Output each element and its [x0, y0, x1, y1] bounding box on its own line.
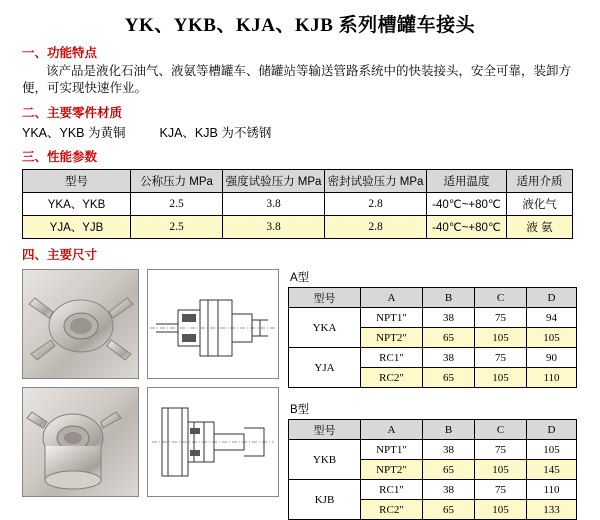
- type-label-a: A型: [290, 272, 310, 284]
- dimB-r0-b: 38: [423, 440, 475, 460]
- dimA-model-0: YKA: [289, 308, 361, 348]
- dimension-block-b: [288, 401, 578, 520]
- perf-r1-c1: 2.5: [131, 216, 223, 239]
- dimA-r3-a: RC2": [361, 368, 423, 388]
- dimB-r1-a: NPT2": [361, 460, 423, 480]
- dimB-model-1: KJB: [289, 480, 361, 520]
- dimB-col-3: C: [475, 420, 527, 440]
- perf-r1-c3: 2.8: [325, 216, 427, 239]
- dimA-r2-b: 38: [423, 348, 475, 368]
- perf-r1-c0: YJA、YJB: [23, 216, 131, 239]
- table-header-row: [289, 288, 577, 308]
- dimA-r1-c: 105: [475, 328, 527, 348]
- dimA-r1-d: 105: [527, 328, 577, 348]
- photo-b: [22, 387, 139, 497]
- dimB-r1-c: 105: [475, 460, 527, 480]
- photo-a: [22, 269, 139, 379]
- dimA-r0-b: 38: [423, 308, 475, 328]
- dimA-r0-a: NPT1": [361, 308, 423, 328]
- features-text: 该产品是液化石油气、液氨等槽罐车、储罐站等输送管路系统中的快装接头，安全可靠，装卸方便，可实现快速作业。: [22, 64, 572, 95]
- material-left: YKA、YKB 为黄铜: [22, 126, 126, 140]
- dimension-table-a: [288, 287, 577, 388]
- dimA-r2-a: RC1": [361, 348, 423, 368]
- dimA-r3-b: 65: [423, 368, 475, 388]
- perf-col-3: 密封试验压力 MPa: [325, 170, 427, 193]
- page-title: YK、YKB、KJA、KJB 系列槽罐车接头: [124, 15, 476, 36]
- dimA-r2-d: 90: [527, 348, 577, 368]
- dimB-col-2: B: [423, 420, 475, 440]
- dimA-r2-c: 75: [475, 348, 527, 368]
- section-heading-performance: 三、性能参数: [22, 150, 98, 164]
- section-heading-features: 一、功能特点: [22, 46, 98, 60]
- perf-r0-c0: YKA、YKB: [23, 193, 131, 216]
- table-row: [289, 348, 577, 368]
- table-row: [289, 308, 577, 328]
- performance-table: [22, 169, 573, 239]
- perf-r1-c4: -40℃~+80℃: [427, 216, 507, 239]
- perf-r0-c2: 3.8: [223, 193, 325, 216]
- dimB-r2-c: 75: [475, 480, 527, 500]
- dimB-r0-a: NPT1": [361, 440, 423, 460]
- dimension-tables: [288, 269, 578, 520]
- dimB-r3-a: RC2": [361, 500, 423, 520]
- dimA-col-1: A: [361, 288, 423, 308]
- table-row: [23, 193, 573, 216]
- perf-r0-c4: -40℃~+80℃: [427, 193, 507, 216]
- material-right: KJA、KJB 为不锈钢: [159, 126, 272, 140]
- perf-r0-c3: 2.8: [325, 193, 427, 216]
- dimA-r1-b: 65: [423, 328, 475, 348]
- dimB-r2-a: RC1": [361, 480, 423, 500]
- perf-r0-c5: 液化气: [507, 193, 573, 216]
- table-header-row: [23, 170, 573, 193]
- dimA-model-1: YJA: [289, 348, 361, 388]
- dimB-r3-b: 65: [423, 500, 475, 520]
- section-heading-material: 二、主要零件材质: [22, 106, 123, 120]
- dimA-r3-c: 105: [475, 368, 527, 388]
- performance-table-wrap: [22, 169, 600, 239]
- dimB-col-1: A: [361, 420, 423, 440]
- dimA-col-4: D: [527, 288, 577, 308]
- perf-col-0: 型号: [23, 170, 131, 193]
- table-row: [23, 216, 573, 239]
- perf-col-4: 适用温度: [427, 170, 507, 193]
- dimA-col-0: 型号: [289, 288, 361, 308]
- perf-r1-c5: 液 氨: [507, 216, 573, 239]
- dimB-r1-d: 145: [527, 460, 577, 480]
- dimB-r1-b: 65: [423, 460, 475, 480]
- dimB-col-4: D: [527, 420, 577, 440]
- dimB-r3-d: 133: [527, 500, 577, 520]
- perf-r1-c2: 3.8: [223, 216, 325, 239]
- dimension-table-b: [288, 419, 577, 520]
- perf-col-2: 强度试验压力 MPa: [223, 170, 325, 193]
- dimA-col-2: B: [423, 288, 475, 308]
- figure-column: [22, 269, 282, 497]
- perf-col-5: 适用介质: [507, 170, 573, 193]
- table-row: [289, 480, 577, 500]
- dimB-r3-c: 105: [475, 500, 527, 520]
- perf-col-1: 公称压力 MPa: [131, 170, 223, 193]
- material-line: [22, 123, 600, 141]
- drawing-b: [147, 387, 279, 497]
- figure-row-b: [22, 387, 282, 497]
- dimA-col-3: C: [475, 288, 527, 308]
- dimensions-section: [0, 269, 600, 519]
- table-row: [289, 440, 577, 460]
- dimA-r3-d: 110: [527, 368, 577, 388]
- dimB-r0-c: 75: [475, 440, 527, 460]
- drawing-a: [147, 269, 279, 379]
- dimB-r0-d: 105: [527, 440, 577, 460]
- dimB-col-0: 型号: [289, 420, 361, 440]
- type-label-b: B型: [290, 404, 310, 416]
- dimB-r2-b: 38: [423, 480, 475, 500]
- dimB-model-0: YKB: [289, 440, 361, 480]
- dimB-r2-d: 110: [527, 480, 577, 500]
- figure-row-a: [22, 269, 282, 379]
- dimension-block-a: [288, 269, 578, 388]
- dimA-r1-a: NPT2": [361, 328, 423, 348]
- dimA-r0-d: 94: [527, 308, 577, 328]
- dimA-r0-c: 75: [475, 308, 527, 328]
- perf-r0-c1: 2.5: [131, 193, 223, 216]
- section-heading-dimensions: 四、主要尺寸: [22, 248, 98, 262]
- table-header-row: [289, 420, 577, 440]
